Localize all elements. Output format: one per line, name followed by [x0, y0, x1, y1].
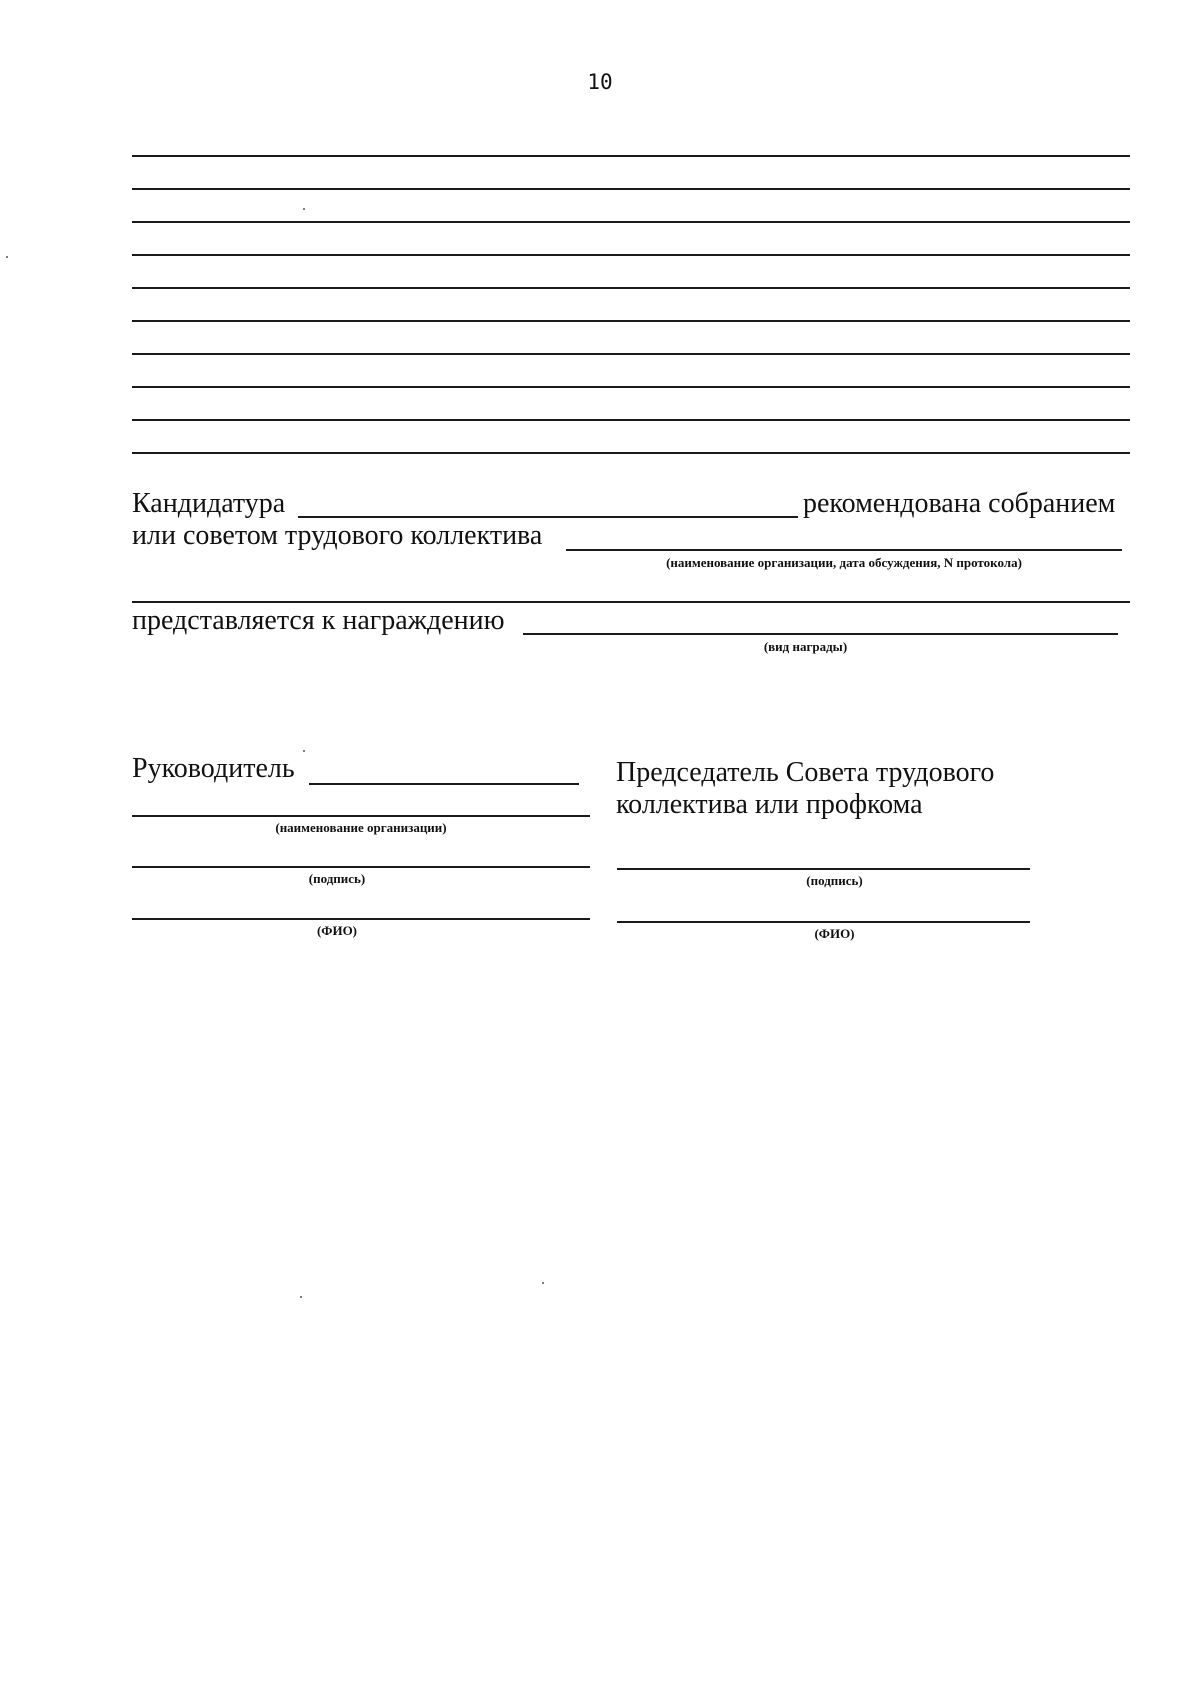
head-title-field[interactable] [309, 783, 579, 785]
head-fio-caption: (ФИО) [316, 923, 358, 938]
blank-line[interactable] [132, 452, 1130, 454]
organization-discussion-caption: (наименование организации, дата обсуждения, N протокола) [666, 555, 1022, 570]
scan-speck [300, 1296, 302, 1298]
blank-line[interactable] [132, 155, 1130, 157]
chairman-signature-caption: (подпись) [806, 873, 863, 888]
award-label: представляется к награждению [132, 605, 505, 636]
council-label: или советом трудового коллектива [132, 520, 543, 551]
chairman-label-line1: Председатель Совета трудового [616, 757, 995, 788]
award-type-field[interactable] [523, 633, 1118, 635]
award-type-caption: (вид награды) [763, 639, 848, 654]
head-signature-caption: (подпись) [308, 871, 366, 886]
scan-speck [303, 208, 305, 210]
organization-discussion-field[interactable] [566, 549, 1122, 551]
candidacy-name-field[interactable] [298, 516, 798, 518]
blank-line[interactable] [132, 287, 1130, 289]
page-number: 10 [587, 70, 613, 94]
head-label: Руководитель [132, 753, 295, 784]
head-organization-caption: (наименование организации) [275, 820, 447, 835]
scan-speck [542, 1282, 544, 1284]
scan-speck [6, 256, 8, 258]
candidacy-label: Кандидатура [132, 488, 286, 519]
blank-line[interactable] [132, 254, 1130, 256]
head-fio-field[interactable] [132, 918, 590, 920]
head-signature-field[interactable] [132, 866, 590, 868]
blank-line[interactable] [132, 320, 1130, 322]
blank-line[interactable] [132, 353, 1130, 355]
blank-line[interactable] [132, 221, 1130, 223]
scan-speck [303, 750, 305, 752]
chairman-fio-caption: (ФИО) [814, 926, 855, 941]
blank-line[interactable] [132, 419, 1130, 421]
chairman-label-line2: коллектива или профкома [616, 789, 923, 820]
chairman-signature-field[interactable] [617, 868, 1030, 870]
blank-line[interactable] [132, 386, 1130, 388]
chairman-fio-field[interactable] [617, 921, 1030, 923]
head-organization-field[interactable] [132, 815, 590, 817]
recommended-label: рекомендована собранием [803, 488, 1116, 519]
organization-discussion-field-continued[interactable] [132, 601, 1130, 603]
blank-line[interactable] [132, 188, 1130, 190]
